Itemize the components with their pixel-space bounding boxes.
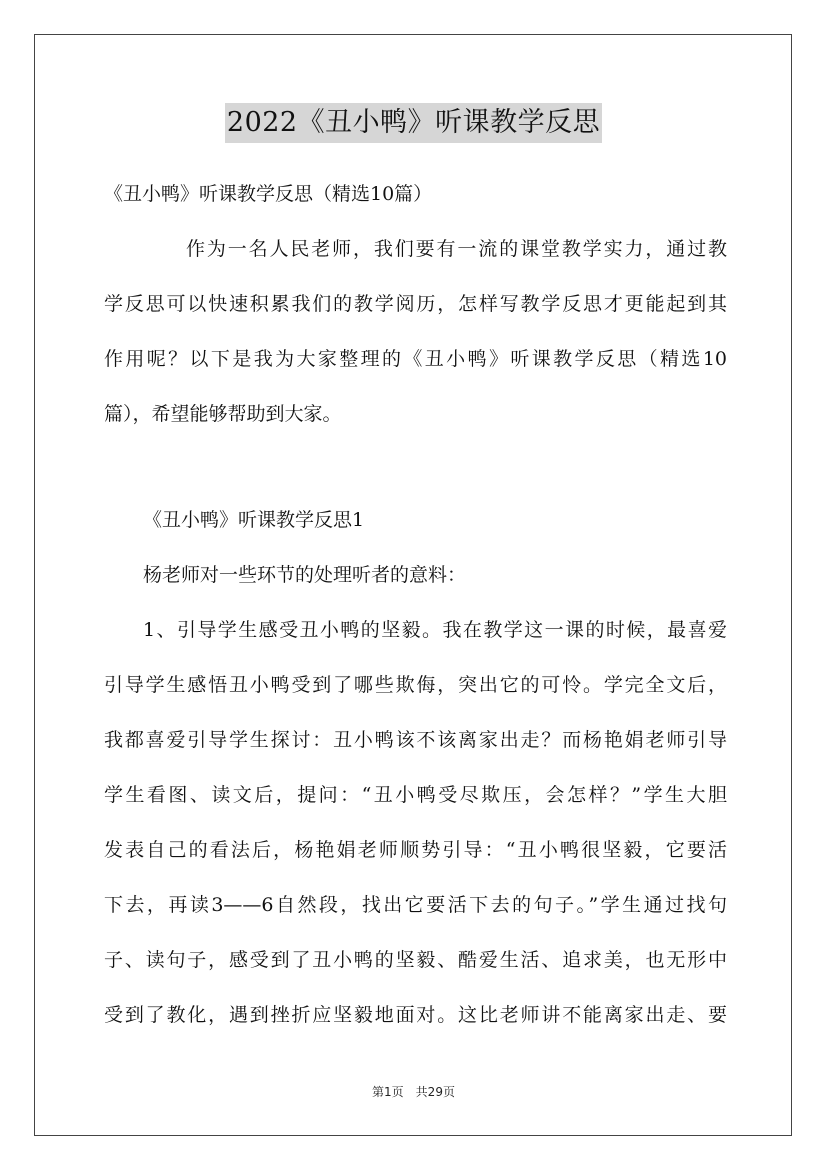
body-line-3: 我都喜爱引导学生探讨：丑小鸭该不该离家出走？而杨艳娟老师引导 bbox=[104, 729, 727, 751]
section-heading: 《丑小鸭》听课教学反思1 bbox=[143, 509, 365, 531]
document-title: 2022《丑小鸭》听课教学反思 bbox=[225, 103, 602, 143]
body-line-7: 子、读句子，感受到了丑小鸭的坚毅、酷爱生活、追求美，也无形中 bbox=[104, 949, 727, 971]
intro-line-2: 学反思可以快速积累我们的教学阅历，怎样写教学反思才更能起到其 bbox=[104, 293, 727, 315]
intro-line-3: 作用呢？以下是我为大家整理的《丑小鸭》听课教学反思（精选10 bbox=[104, 348, 727, 370]
body-line-5: 发表自己的看法后，杨艳娟老师顺势引导：“丑小鸭很坚毅，它要活 bbox=[104, 839, 727, 861]
body-line-8: 受到了教化，遇到挫折应坚毅地面对。这比老师讲不能离家出走、要 bbox=[104, 1004, 727, 1026]
body-line-6: 下去，再读3——6自然段，找出它要活下去的句子。”学生通过找句 bbox=[104, 894, 727, 916]
section-lead: 杨老师对一些环节的处理听者的意料： bbox=[143, 564, 467, 586]
intro-line-1: 作为一名人民老师，我们要有一流的课堂教学实力，通过教 bbox=[186, 238, 727, 260]
title-container bbox=[0, 103, 827, 143]
body-line-4: 学生看图、读文后，提问：“丑小鸭受尽欺压，会怎样？”学生大胆 bbox=[104, 784, 727, 806]
intro-line-4: 篇），希望能够帮助到大家。 bbox=[104, 403, 342, 425]
body-line-1: 1、引导学生感受丑小鸭的坚毅。我在教学这一课的时候，最喜爱 bbox=[143, 619, 727, 641]
document-subtitle: 《丑小鸭》听课教学反思（精选10篇） bbox=[104, 183, 433, 205]
page-footer: 第1页 共29页 bbox=[372, 1085, 455, 1099]
body-line-2: 引导学生感悟丑小鸭受到了哪些欺侮，突出它的可怜。学完全文后， bbox=[104, 674, 727, 696]
